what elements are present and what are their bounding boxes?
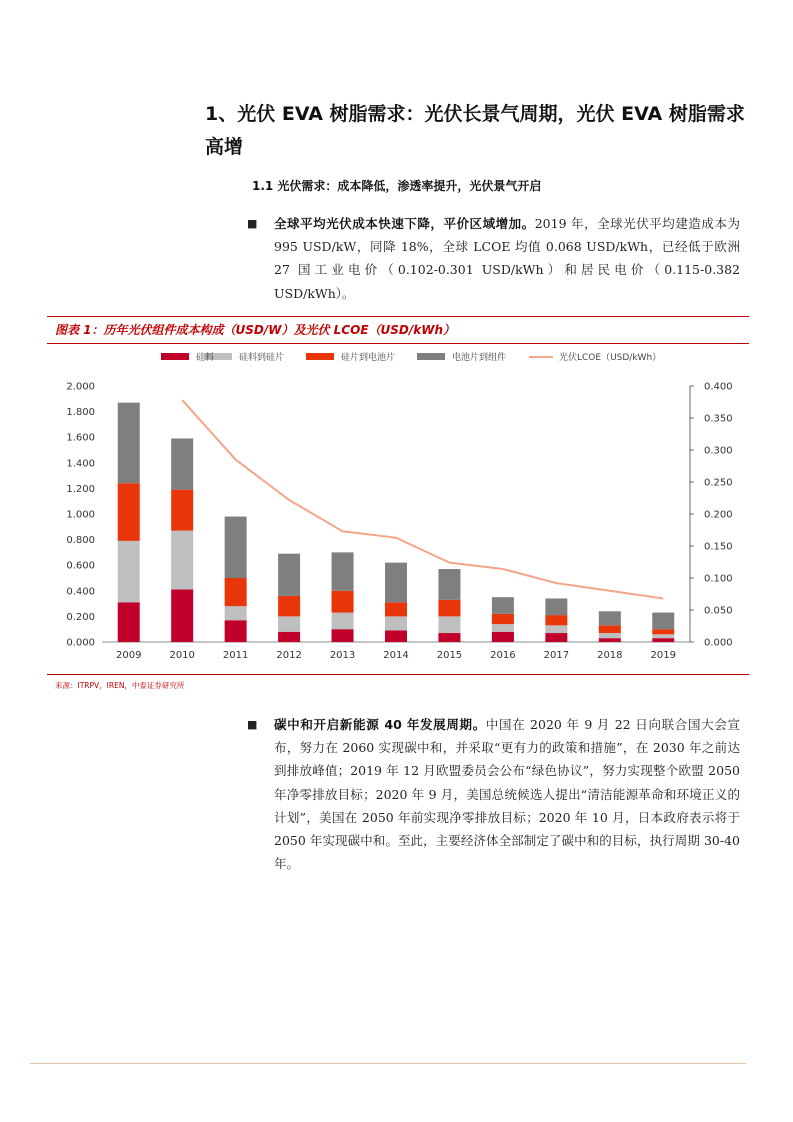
bar-3-2014 xyxy=(385,602,407,616)
bar-3-2013 xyxy=(332,591,354,613)
figure-source: 来源：ITRPV，IREN，中泰证券研究所 xyxy=(55,681,185,690)
bar-1-2016 xyxy=(492,632,514,642)
bar-1-2011 xyxy=(225,620,247,642)
legend-label-1: 硅料 xyxy=(196,353,215,363)
bar-4-2017 xyxy=(545,598,567,615)
x-tick-label: 2013 xyxy=(329,650,356,661)
y2-tick-label: 0.250 xyxy=(704,477,733,489)
y2-tick-label: 0.100 xyxy=(704,573,733,585)
x-tick-label: 2018 xyxy=(597,650,623,661)
y-tick-label: 1.600 xyxy=(66,432,95,444)
y-tick-label: 2.000 xyxy=(66,381,95,393)
legend-label-3: 硅片到电池片 xyxy=(341,353,396,363)
bullet-paragraph xyxy=(274,713,740,875)
bar-4-2013 xyxy=(332,552,354,590)
legend-swatch-4 xyxy=(417,353,445,360)
y-tick-label: 1.800 xyxy=(66,407,95,419)
bullet-paragraph xyxy=(274,212,740,305)
x-tick-label: 2009 xyxy=(116,650,142,661)
bullet-square-icon: ■ xyxy=(247,718,258,731)
bar-4-2014 xyxy=(385,563,407,603)
bar-4-2019 xyxy=(652,613,674,630)
bar-2-2015 xyxy=(438,616,460,633)
bullet-text: 中国在 2020 年 9 月 22 日向联合国大会宣布，努力在 2060 实现碳中和，并采取“更有力的政策和措施”，在 2030 年之前达到排放峰值；2019 年 12 月欧盟委员会公布“绿色协议”，努力实现整个欧盟 2050 年净零排放目标；2020 年 9 月，美国总统候选人提出“清洁能源革命和环境正义的计划”，美国在 2050 年前实现净零排放目标；2020 年 10 月，日本政府表示将于 2050 年实现碳中和。至此，主要经济体全部制定了碳中和的目标，执行周期 30-40 年。 xyxy=(274,717,740,872)
y2-tick-label: 0.050 xyxy=(704,605,733,617)
bar-1-2015 xyxy=(438,633,460,642)
bar-2-2013 xyxy=(332,613,354,630)
bar-3-2017 xyxy=(545,615,567,625)
x-tick-label: 2014 xyxy=(383,650,409,661)
x-tick-label: 2015 xyxy=(436,650,463,661)
x-tick-label: 2019 xyxy=(650,650,676,661)
bar-2-2019 xyxy=(652,634,674,638)
y-tick-label: 0.600 xyxy=(66,560,95,572)
bar-1-2017 xyxy=(545,633,567,642)
bar-1-2013 xyxy=(332,629,354,642)
bar-1-2019 xyxy=(652,638,674,642)
bar-3-2009 xyxy=(118,483,140,541)
bar-3-2012 xyxy=(278,596,300,616)
bar-4-2015 xyxy=(438,569,460,600)
bar-2-2010 xyxy=(171,531,193,590)
legend-swatch-1 xyxy=(161,353,189,360)
bar-3-2011 xyxy=(225,578,247,606)
bar-2-2011 xyxy=(225,606,247,620)
bullet-cost-decline xyxy=(247,212,740,305)
bullet-text: 2019 年，全球光伏平均建造成本为 995 USD/kW，同降 18%，全球 LCOE 均值 0.068 USD/kWh，已经低于欧洲 27 国工业电价（0.102-0.301 USD/kWh）和居民电价（0.115-0.382 USD/kWh）。 xyxy=(274,216,740,301)
cost-lcoe-chart xyxy=(47,345,749,670)
y2-tick-label: 0.400 xyxy=(704,381,733,393)
bar-1-2018 xyxy=(599,638,621,642)
bar-2-2012 xyxy=(278,616,300,631)
bullet-lead: 碳中和开启新能源 40 年发展周期。 xyxy=(274,717,486,732)
section-heading-1-1: 1.1 光伏需求：成本降低，渗透率提升，光伏景气开启 xyxy=(252,179,542,193)
figure-title: 图表 1：历年光伏组件成本构成（USD/W）及光伏 LCOE（USD/kWh） xyxy=(55,323,456,337)
y2-tick-label: 0.000 xyxy=(704,637,733,649)
bar-4-2009 xyxy=(118,403,140,484)
bar-2-2018 xyxy=(599,633,621,638)
legend-label-lcoe: 光伏LCOE（USD/kWh） xyxy=(559,353,662,363)
lcoe-line xyxy=(182,400,663,598)
bar-4-2016 xyxy=(492,597,514,614)
section-heading-1: 1、光伏 EVA 树脂需求：光伏长景气周期，光伏 EVA 树脂需求高增 xyxy=(205,103,745,158)
bar-4-2018 xyxy=(599,611,621,625)
bar-3-2015 xyxy=(438,600,460,617)
bar-3-2018 xyxy=(599,625,621,633)
bar-4-2010 xyxy=(171,438,193,489)
bar-3-2016 xyxy=(492,614,514,624)
y2-tick-label: 0.300 xyxy=(704,445,733,457)
x-tick-label: 2011 xyxy=(222,650,249,661)
x-tick-label: 2010 xyxy=(169,650,195,661)
legend-swatch-3 xyxy=(306,353,334,360)
bar-4-2012 xyxy=(278,554,300,596)
x-tick-label: 2017 xyxy=(543,650,570,661)
y-tick-label: 0.400 xyxy=(66,586,95,598)
bar-1-2009 xyxy=(118,602,140,642)
x-tick-label: 2012 xyxy=(276,650,302,661)
bullet-lead: 全球平均光伏成本快速下降，平价区域增加。 xyxy=(274,216,535,231)
bar-1-2010 xyxy=(171,590,193,642)
bar-1-2014 xyxy=(385,630,407,642)
figure-source-bar xyxy=(47,674,749,697)
figure-title-bar xyxy=(47,316,749,344)
x-tick-label: 2016 xyxy=(490,650,516,661)
bar-2-2017 xyxy=(545,625,567,633)
y2-tick-label: 0.200 xyxy=(704,509,733,521)
bullet-carbon-neutral xyxy=(247,713,740,875)
legend-label-2: 硅料到硅片 xyxy=(239,353,285,363)
bar-2-2016 xyxy=(492,624,514,632)
y2-tick-label: 0.150 xyxy=(704,541,733,553)
y2-tick-label: 0.350 xyxy=(704,413,733,425)
bar-2-2014 xyxy=(385,616,407,630)
y-tick-label: 1.000 xyxy=(66,509,95,521)
bar-2-2009 xyxy=(118,541,140,602)
y-tick-label: 0.800 xyxy=(66,535,95,547)
bar-4-2011 xyxy=(225,517,247,578)
y-tick-label: 1.200 xyxy=(66,483,95,495)
bar-3-2010 xyxy=(171,490,193,531)
y-tick-label: 1.400 xyxy=(66,458,95,470)
y-tick-label: 0.000 xyxy=(66,637,95,649)
footer-divider xyxy=(30,1063,746,1064)
legend-label-4: 电池片到组件 xyxy=(452,353,507,363)
bar-1-2012 xyxy=(278,632,300,642)
bar-3-2019 xyxy=(652,629,674,634)
y-tick-label: 0.200 xyxy=(66,611,95,623)
bullet-square-icon: ■ xyxy=(247,217,258,230)
